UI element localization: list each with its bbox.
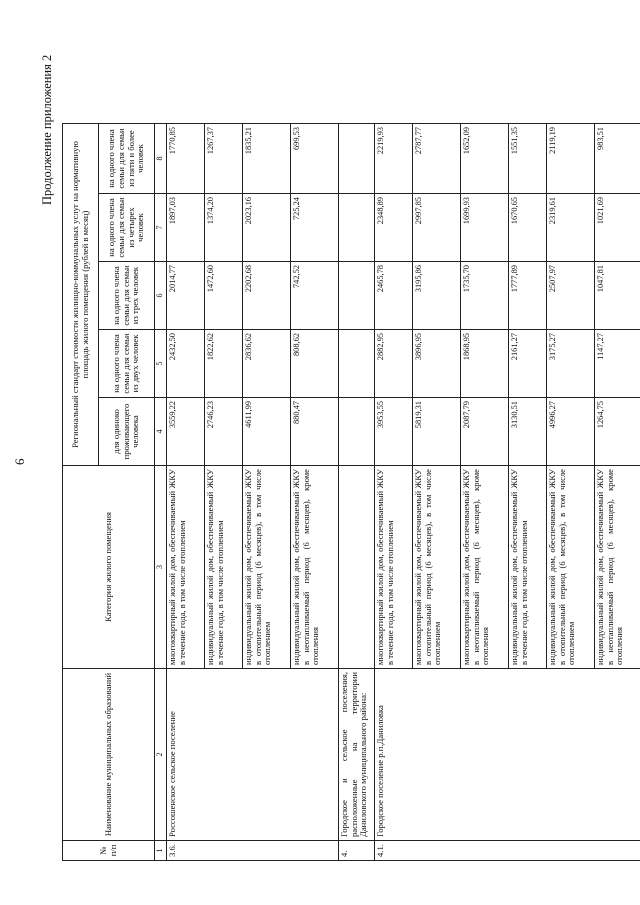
- row-value: 808,62: [290, 330, 338, 398]
- header-category: Категория жилого помещения: [63, 466, 155, 669]
- column-number: 1: [155, 841, 167, 861]
- row-value: [338, 194, 374, 262]
- row-category: многоквартирный жилой дом, обеспечиваемый ЖКУ в течение года, в том числе отоплением: [374, 466, 412, 669]
- row-value: 3195,86: [412, 262, 460, 330]
- table-row-group: [338, 124, 374, 861]
- page-number: 6: [12, 458, 27, 465]
- column-number: 4: [155, 398, 167, 466]
- row-value: 2787,77: [412, 124, 460, 194]
- row-value: 2319,61: [546, 194, 594, 262]
- row-value: [338, 262, 374, 330]
- row-value: 2161,27: [508, 330, 546, 398]
- row-value: 2836,62: [242, 330, 290, 398]
- row-value: 1021,69: [594, 194, 640, 262]
- row-value: 2202,68: [242, 262, 290, 330]
- row-value: 2119,19: [546, 124, 594, 194]
- row-value: 1699,93: [460, 194, 508, 262]
- row-value: 3175,27: [546, 330, 594, 398]
- row-value: 4996,27: [546, 398, 594, 466]
- row-value: [338, 124, 374, 194]
- row-value: 2746,23: [204, 398, 242, 466]
- header-no: № п/п: [63, 841, 155, 861]
- continuation-title: Продолжение приложения 2: [40, 54, 54, 205]
- row-value: 742,52: [290, 262, 338, 330]
- row-category: [338, 466, 374, 669]
- header-sub-2: на одного члена семьи для семьи из двух человек: [99, 330, 155, 398]
- row-value: 2219,93: [374, 124, 412, 194]
- header-sub-5: на одного члена семьи для семьи из пяти и более человек: [99, 124, 155, 194]
- column-number: 7: [155, 194, 167, 262]
- column-number: 8: [155, 124, 167, 194]
- column-number: 6: [155, 262, 167, 330]
- header-sub-4: на одного члена семьи для семьи из четырех человек: [99, 194, 155, 262]
- row-category: многоквартирный жилой дом, обеспечиваемый ЖКУ в отопительный период (6 месяцев), в том числе отоплением: [412, 466, 460, 669]
- row-category: многоквартирный жилой дом, обеспечиваемый ЖКУ в неотапливаемый период (6 месяцев), кроме отопления: [460, 466, 508, 669]
- row-value: 1822,62: [204, 330, 242, 398]
- row-value: 1264,75: [594, 398, 640, 466]
- row-value: 3896,95: [412, 330, 460, 398]
- table-row: [374, 124, 412, 861]
- row-value: [338, 398, 374, 466]
- row-municipality: Россошенское сельское поселение: [166, 669, 338, 841]
- row-value: 2348,89: [374, 194, 412, 262]
- row-value: 2432,50: [166, 330, 204, 398]
- row-value: 699,53: [290, 124, 338, 194]
- column-number: 2: [155, 669, 167, 841]
- row-no: 3.6.: [166, 841, 338, 861]
- row-value: 1835,21: [242, 124, 290, 194]
- row-category: индивидуальный жилой дом, обеспечиваемый ЖКУ в течение года, в том числе отоплением: [204, 466, 242, 669]
- row-value: 1147,27: [594, 330, 640, 398]
- row-value: 880,47: [290, 398, 338, 466]
- header-sub-1: для одиноко проживающего человека: [99, 398, 155, 466]
- row-category: многоквартирный жилой дом, обеспечиваемый ЖКУ в течение года, в том числе отоплением: [166, 466, 204, 669]
- row-municipality: Городское и сельское поселения, расположенные на территории Даниловского муниципального района:: [338, 669, 374, 841]
- row-value: 2882,95: [374, 330, 412, 398]
- header-sub-3: на одного члена семьи для семьи из трех человек: [99, 262, 155, 330]
- row-municipality: Городское поселение р.п.Даниловка: [374, 669, 640, 841]
- row-value: 1047,81: [594, 262, 640, 330]
- row-value: 2465,78: [374, 262, 412, 330]
- table-row: [166, 124, 204, 861]
- row-category: индивидуальный жилой дом, обеспечиваемый ЖКУ в неотапливаемый период (6 месяцев), кроме отопления: [594, 466, 640, 669]
- row-value: 2507,97: [546, 262, 594, 330]
- header-municipality: Наименование муниципальных образований: [63, 669, 155, 841]
- row-value: [338, 330, 374, 398]
- column-number: 5: [155, 330, 167, 398]
- row-value: 1897,03: [166, 194, 204, 262]
- row-value: 2087,79: [460, 398, 508, 466]
- row-value: 3130,51: [508, 398, 546, 466]
- standards-table: [62, 123, 640, 861]
- row-value: 1374,20: [204, 194, 242, 262]
- row-value: 2997,85: [412, 194, 460, 262]
- header-standard-group: Региональный стандарт стоимости жилищно-коммунальных услуг на нормативную площадь жилого помещения (рублей в месяц): [63, 124, 99, 466]
- row-value: 5819,31: [412, 398, 460, 466]
- row-no: 4.: [338, 841, 374, 861]
- row-value: 1267,37: [204, 124, 242, 194]
- column-number: 3: [155, 466, 167, 669]
- row-value: 1868,95: [460, 330, 508, 398]
- row-value: 2023,16: [242, 194, 290, 262]
- row-value: 2014,77: [166, 262, 204, 330]
- row-value: 1670,65: [508, 194, 546, 262]
- column-number-row: [155, 124, 167, 861]
- header-row-1: [63, 124, 99, 861]
- row-category: индивидуальный жилой дом, обеспечиваемый ЖКУ в неотапливаемый период (6 месяцев), кроме отопления: [290, 466, 338, 669]
- row-category: индивидуальный жилой дом, обеспечиваемый ЖКУ в отопительный период (6 месяцев), в том числе отоплением: [242, 466, 290, 669]
- row-category: индивидуальный жилой дом, обеспечиваемый ЖКУ в течение года, в том числе отоплением: [508, 466, 546, 669]
- row-value: 1735,70: [460, 262, 508, 330]
- row-value: 3559,22: [166, 398, 204, 466]
- row-value: 1777,89: [508, 262, 546, 330]
- row-value: 1551,35: [508, 124, 546, 194]
- row-value: 1770,85: [166, 124, 204, 194]
- row-value: 725,24: [290, 194, 338, 262]
- row-no: 4.1.: [374, 841, 640, 861]
- row-category: индивидуальный жилой дом, обеспечиваемый ЖКУ в отопительный период (6 месяцев), в том числе отоплением: [546, 466, 594, 669]
- row-value: 4611,99: [242, 398, 290, 466]
- row-value: 1472,60: [204, 262, 242, 330]
- row-value: 1652,09: [460, 124, 508, 194]
- row-value: 3953,55: [374, 398, 412, 466]
- row-value: 983,51: [594, 124, 640, 194]
